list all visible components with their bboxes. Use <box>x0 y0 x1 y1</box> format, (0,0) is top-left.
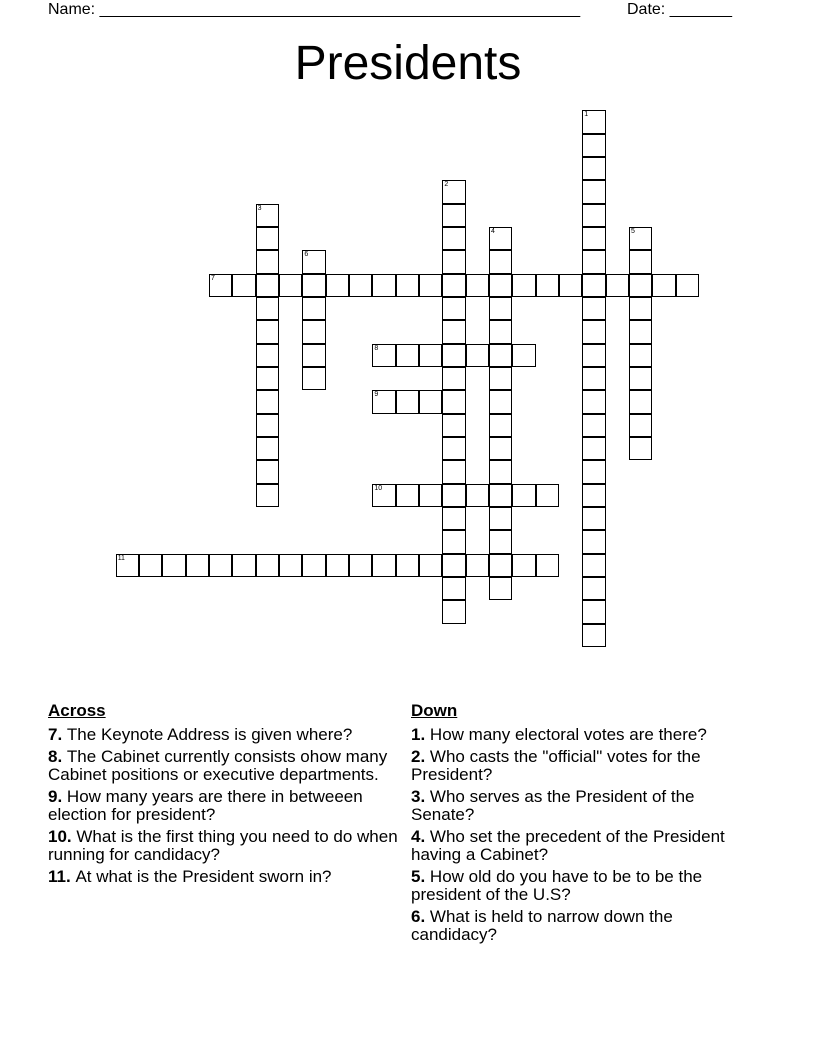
grid-cell[interactable] <box>302 367 325 390</box>
grid-cell[interactable] <box>396 390 419 413</box>
grid-cell[interactable] <box>442 577 465 600</box>
cell-number: 10 <box>374 484 383 492</box>
grid-cell[interactable] <box>489 297 512 320</box>
grid-cell[interactable] <box>582 274 605 297</box>
grid-cell[interactable] <box>302 297 325 320</box>
across-clues <box>48 702 398 890</box>
grid-cell[interactable] <box>629 344 652 367</box>
clue-number: 6 <box>411 907 421 926</box>
grid-cell[interactable] <box>442 460 465 483</box>
grid-cell[interactable] <box>372 274 395 297</box>
grid-cell[interactable] <box>582 134 605 157</box>
grid-cell[interactable] <box>582 204 605 227</box>
clue-text: How many years are there in betweeen election for president? <box>48 787 363 824</box>
clue-text: What is the first thing you need to do when running for candidacy? <box>48 827 398 864</box>
grid-cell[interactable] <box>256 320 279 343</box>
grid-cell[interactable] <box>582 227 605 250</box>
grid-cell[interactable] <box>512 484 535 507</box>
grid-cell[interactable] <box>372 390 395 413</box>
grid-cell[interactable] <box>372 344 395 367</box>
cell-number: 8 <box>374 344 379 352</box>
grid-cell[interactable] <box>629 274 652 297</box>
grid-cell[interactable] <box>372 484 395 507</box>
grid-cell[interactable] <box>582 460 605 483</box>
grid-cell[interactable] <box>536 484 559 507</box>
grid-cell[interactable] <box>302 320 325 343</box>
grid-cell[interactable] <box>442 554 465 577</box>
clue-text: The Keynote Address is given where? <box>66 725 353 744</box>
clue-down-1: 1. How many electoral votes are there? <box>411 725 707 744</box>
grid-cell[interactable] <box>396 344 419 367</box>
grid-cell[interactable] <box>512 274 535 297</box>
grid-cell[interactable] <box>256 344 279 367</box>
clue-text: How old do you have to be to be the president of the U.S? <box>411 867 703 904</box>
grid-cell[interactable] <box>466 484 489 507</box>
grid-cell[interactable] <box>442 297 465 320</box>
grid-cell[interactable] <box>489 414 512 437</box>
grid-cell[interactable] <box>559 274 582 297</box>
clue-down-2: 2. Who casts the "official" votes for the President? <box>411 747 701 784</box>
grid-cell[interactable] <box>536 274 559 297</box>
grid-cell[interactable] <box>676 274 699 297</box>
grid-cell[interactable] <box>302 274 325 297</box>
grid-cell[interactable] <box>442 320 465 343</box>
grid-cell[interactable] <box>489 437 512 460</box>
grid-cell[interactable] <box>629 437 652 460</box>
grid-cell[interactable] <box>396 484 419 507</box>
cell-number: 2 <box>444 181 449 189</box>
grid-cell[interactable] <box>512 554 535 577</box>
clue-across-7: 7. The Keynote Address is given where? <box>48 725 353 744</box>
clue-text: Who casts the "official" votes for the President? <box>411 747 701 784</box>
grid-cell[interactable] <box>349 554 372 577</box>
grid-cell[interactable] <box>209 554 232 577</box>
grid-cell[interactable] <box>302 344 325 367</box>
grid-cell[interactable] <box>466 554 489 577</box>
grid-cell[interactable] <box>582 157 605 180</box>
clue-number: 1 <box>411 725 421 744</box>
grid-cell[interactable] <box>582 250 605 273</box>
clue-across-10: 10. What is the first thing you need to do when running for candidacy? <box>48 827 398 864</box>
grid-cell[interactable] <box>582 554 605 577</box>
grid-cell[interactable] <box>256 554 279 577</box>
clue-text: What is held to narrow down the candidacy? <box>411 907 673 944</box>
grid-cell[interactable] <box>256 414 279 437</box>
grid-cell[interactable] <box>349 274 372 297</box>
grid-cell[interactable] <box>442 530 465 553</box>
clue-down-3: 3. Who serves as the President of the Senate? <box>411 787 695 824</box>
grid-cell[interactable] <box>256 437 279 460</box>
grid-cell[interactable] <box>652 274 675 297</box>
clue-text: Who serves as the President of the Senate? <box>411 787 695 824</box>
clue-number: 11 <box>48 867 66 886</box>
grid-cell[interactable] <box>606 274 629 297</box>
cell-number: 1 <box>584 111 589 119</box>
clue-across-8: 8. The Cabinet currently consists ohow many Cabinet positions or executive departments. <box>48 747 388 784</box>
date-field: Date: _______ <box>627 1 732 18</box>
grid-cell[interactable] <box>256 204 279 227</box>
grid-cell[interactable] <box>232 554 255 577</box>
grid-cell[interactable] <box>582 507 605 530</box>
grid-cell[interactable] <box>629 414 652 437</box>
grid-cell[interactable] <box>489 250 512 273</box>
grid-cell[interactable] <box>256 484 279 507</box>
grid-cell[interactable] <box>139 554 162 577</box>
grid-cell[interactable] <box>419 554 442 577</box>
grid-cell[interactable] <box>582 624 605 647</box>
clue-text: Who set the precedent of the President having a Cabinet? <box>411 827 725 864</box>
grid-cell[interactable] <box>582 600 605 623</box>
page-title: Presidents <box>294 37 522 90</box>
grid-cell[interactable] <box>302 554 325 577</box>
grid-cell[interactable] <box>629 390 652 413</box>
grid-cell[interactable] <box>419 344 442 367</box>
grid-cell[interactable] <box>629 227 652 250</box>
across-heading: Across <box>48 701 106 720</box>
grid-cell[interactable] <box>396 554 419 577</box>
grid-cell[interactable] <box>442 414 465 437</box>
clue-across-11: 11. At what is the President sworn in? <box>48 867 332 886</box>
clue-down-6: 6. What is held to narrow down the candidacy? <box>411 907 673 944</box>
grid-cell[interactable] <box>232 274 255 297</box>
grid-cell[interactable] <box>256 297 279 320</box>
clue-number: 8 <box>48 747 58 766</box>
grid-cell[interactable] <box>442 204 465 227</box>
grid-cell[interactable] <box>162 554 185 577</box>
clue-number: 4 <box>411 827 421 846</box>
clue-number: 5 <box>411 867 421 886</box>
grid-cell[interactable] <box>442 250 465 273</box>
grid-cell[interactable] <box>442 274 465 297</box>
grid-cell[interactable] <box>582 577 605 600</box>
grid-cell[interactable] <box>582 437 605 460</box>
cell-number: 4 <box>490 227 495 235</box>
grid-cell[interactable] <box>442 180 465 203</box>
clue-number: 10 <box>48 827 67 846</box>
grid-cell[interactable] <box>489 227 512 250</box>
down-heading: Down <box>411 701 458 720</box>
grid-cell[interactable] <box>442 437 465 460</box>
clue-across-9: 9. How many years are there in betweeen election for president? <box>48 787 363 824</box>
grid-cell[interactable] <box>629 367 652 390</box>
grid-cell[interactable] <box>489 530 512 553</box>
cell-number: 6 <box>304 251 309 259</box>
grid-cell[interactable] <box>419 484 442 507</box>
grid-cell[interactable] <box>489 554 512 577</box>
grid-cell[interactable] <box>256 250 279 273</box>
grid-cell[interactable] <box>372 554 395 577</box>
clue-down-5: 5. How old do you have to be to be the president of the U.S? <box>411 867 703 904</box>
grid-cell[interactable] <box>489 344 512 367</box>
clue-text: At what is the President sworn in? <box>75 867 332 886</box>
grid-cell[interactable] <box>582 390 605 413</box>
grid-cell[interactable] <box>256 460 279 483</box>
grid-cell[interactable] <box>209 274 232 297</box>
grid-cell[interactable] <box>489 577 512 600</box>
grid-cell[interactable] <box>582 367 605 390</box>
cell-number: 9 <box>374 391 379 399</box>
grid-cell[interactable] <box>442 600 465 623</box>
grid-cell[interactable] <box>279 554 302 577</box>
grid-cell[interactable] <box>442 367 465 390</box>
grid-cell[interactable] <box>419 274 442 297</box>
grid-cell[interactable] <box>582 320 605 343</box>
grid-cell[interactable] <box>489 460 512 483</box>
grid-cell[interactable] <box>489 390 512 413</box>
cell-number: 5 <box>630 227 635 235</box>
grid-cell[interactable] <box>489 320 512 343</box>
grid-cell[interactable] <box>442 507 465 530</box>
grid-cell[interactable] <box>512 344 535 367</box>
grid-cell[interactable] <box>582 484 605 507</box>
clue-down-4: 4. Who set the precedent of the President having a Cabinet? <box>411 827 725 864</box>
cell-number: 11 <box>117 554 125 562</box>
grid-cell[interactable] <box>629 250 652 273</box>
down-clues <box>411 702 761 948</box>
grid-cell[interactable] <box>256 227 279 250</box>
grid-cell[interactable] <box>582 530 605 553</box>
grid-cell[interactable] <box>442 484 465 507</box>
grid-cell[interactable] <box>582 180 605 203</box>
clue-number: 7 <box>48 725 58 744</box>
grid-cell[interactable] <box>489 507 512 530</box>
grid-cell[interactable] <box>396 274 419 297</box>
clue-text: The Cabinet currently consists ohow many Cabinet positions or executive departments. <box>48 747 388 784</box>
clue-text: How many electoral votes are there? <box>429 725 707 744</box>
grid-cell[interactable] <box>442 390 465 413</box>
grid-cell[interactable] <box>582 344 605 367</box>
grid-cell[interactable] <box>116 554 139 577</box>
clue-number: 3 <box>411 787 421 806</box>
clue-number: 2 <box>411 747 421 766</box>
grid-cell[interactable] <box>466 344 489 367</box>
cell-number: 3 <box>257 204 262 212</box>
grid-cell[interactable] <box>302 250 325 273</box>
grid-cell[interactable] <box>442 344 465 367</box>
grid-cell[interactable] <box>256 274 279 297</box>
grid-cell[interactable] <box>256 390 279 413</box>
grid-cell[interactable] <box>582 297 605 320</box>
grid-cell[interactable] <box>419 390 442 413</box>
grid-cell[interactable] <box>629 297 652 320</box>
grid-cell[interactable] <box>582 414 605 437</box>
grid-cell[interactable] <box>489 367 512 390</box>
grid-cell[interactable] <box>536 554 559 577</box>
grid-cell[interactable] <box>466 274 489 297</box>
grid-cell[interactable] <box>326 554 349 577</box>
grid-cell[interactable] <box>279 274 302 297</box>
clue-number: 9 <box>48 787 58 806</box>
grid-cell[interactable] <box>442 227 465 250</box>
grid-cell[interactable] <box>326 274 349 297</box>
cell-number: 7 <box>211 274 215 282</box>
grid-cell[interactable] <box>489 274 512 297</box>
name-field: Name: ______________________________________________________ <box>48 1 581 18</box>
grid-cell[interactable] <box>582 110 605 133</box>
grid-cell[interactable] <box>186 554 209 577</box>
grid-cell[interactable] <box>256 367 279 390</box>
grid-cell[interactable] <box>489 484 512 507</box>
grid-cell[interactable] <box>629 320 652 343</box>
